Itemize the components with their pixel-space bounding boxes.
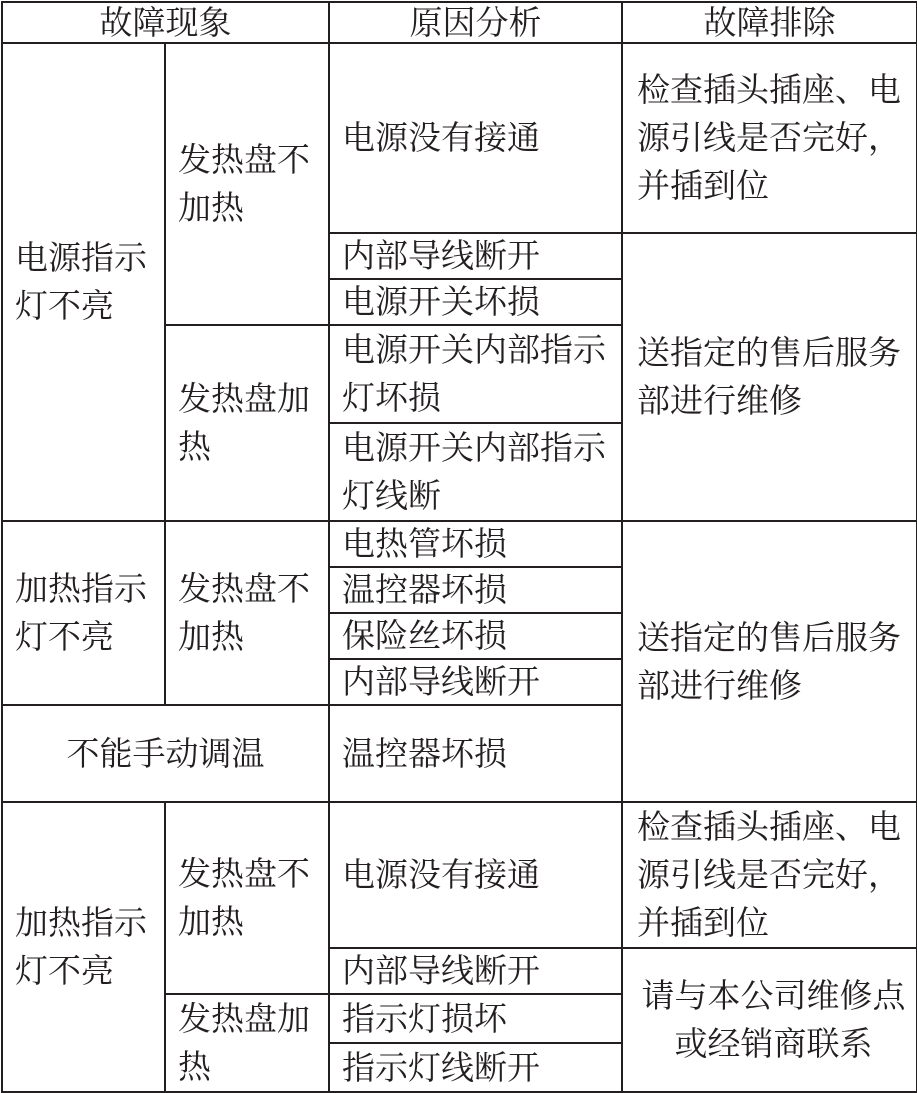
symptom-power-indicator-off: 电源指示灯不亮 (2, 43, 165, 521)
header-phenomenon: 故障现象 (2, 2, 329, 43)
cause-cell: 电源开关内部指示灯线断 (329, 423, 622, 521)
cause-cell: 指示灯线断开 (329, 1043, 622, 1092)
cause-cell: 内部导线断开 (329, 233, 622, 279)
subsymptom-plate-heating: 发热盘加热 (165, 325, 329, 521)
symptom-heat-indicator-off: 加热指示灯不亮 (2, 521, 165, 705)
cause-cell: 电源开关坏损 (329, 279, 622, 325)
subsymptom-plate-not-heating: 发热盘不加热 (165, 521, 329, 705)
symptom-heat-indicator-off: 加热指示灯不亮 (2, 802, 165, 1092)
subsymptom-plate-not-heating: 发热盘不加热 (165, 43, 329, 325)
header-solution: 故障排除 (622, 2, 917, 43)
symptom-no-manual-temp: 不能手动调温 (2, 705, 329, 802)
solution-send-service: 送指定的售后服务部进行维修 (622, 233, 917, 521)
cause-cell: 电热管坏损 (329, 521, 622, 567)
cause-cell: 电源没有接通 (329, 802, 622, 948)
cause-cell: 指示灯损坏 (329, 994, 622, 1043)
cause-cell: 内部导线断开 (329, 948, 622, 994)
cause-cell: 电源没有接通 (329, 43, 622, 233)
cause-cell: 保险丝坏损 (329, 613, 622, 659)
cause-cell: 温控器坏损 (329, 567, 622, 613)
cause-cell: 电源开关内部指示灯坏损 (329, 325, 622, 423)
solution-contact-dealer: 请与本公司维修点或经销商联系 (622, 948, 917, 1092)
cause-cell: 内部导线断开 (329, 659, 622, 705)
solution-check-plug: 检查插头插座、电源引线是否完好，并插到位 (622, 802, 917, 948)
cause-cell: 温控器坏损 (329, 705, 622, 802)
solution-check-plug: 检查插头插座、电源引线是否完好，并插到位 (622, 43, 917, 233)
subsymptom-plate-heating: 发热盘加热 (165, 994, 329, 1092)
troubleshooting-table (1, 1, 917, 1093)
solution-send-service: 送指定的售后服务部进行维修 (622, 521, 917, 802)
subsymptom-plate-not-heating: 发热盘不加热 (165, 802, 329, 994)
header-cause: 原因分析 (329, 2, 622, 43)
